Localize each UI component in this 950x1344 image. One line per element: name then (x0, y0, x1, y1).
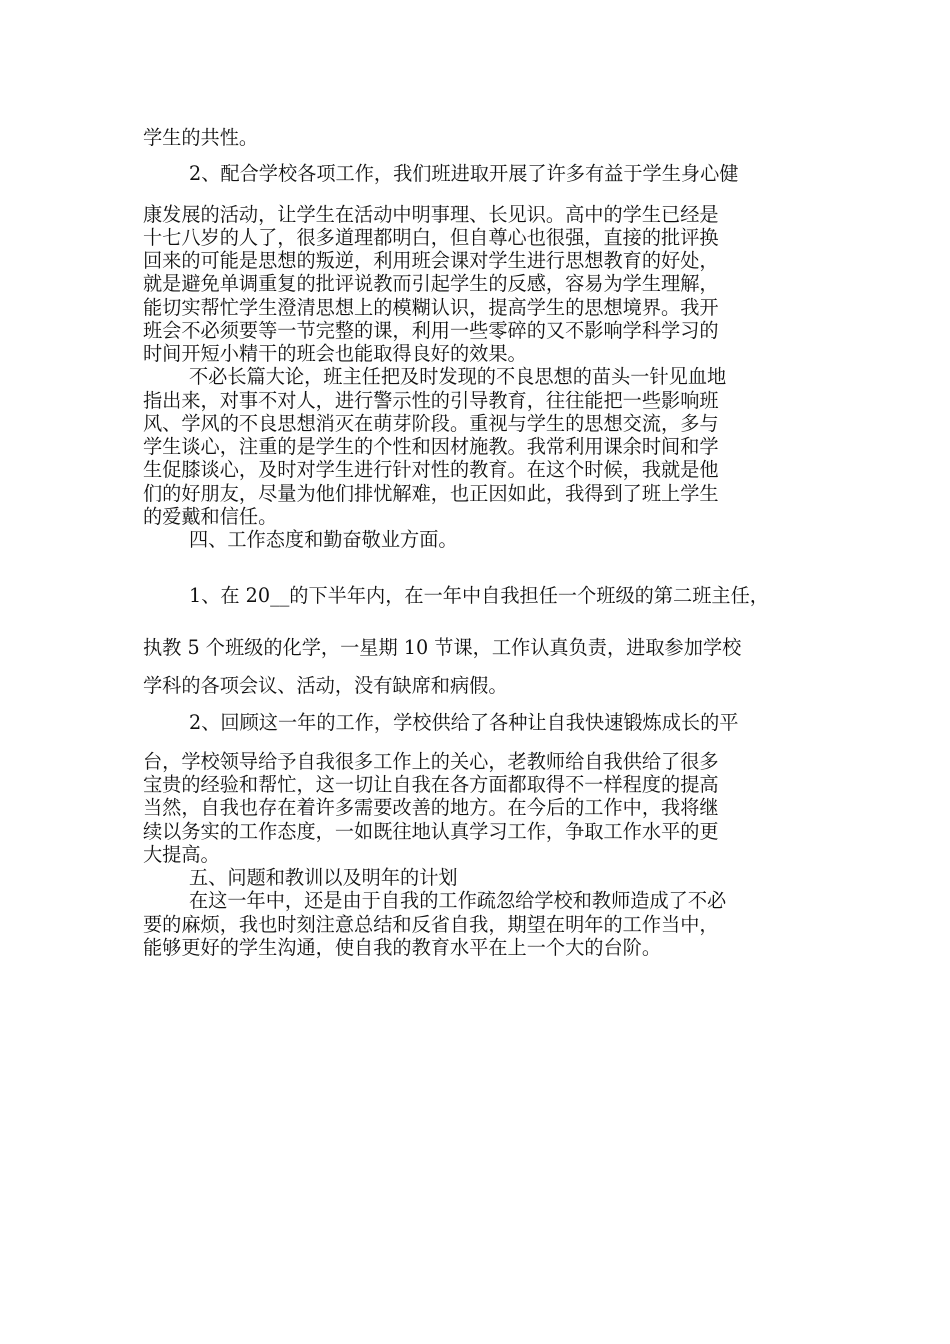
text-line: 续以务实的工作态度，一如既往地认真学习工作，争取工作水平的更 (143, 820, 719, 843)
text-line: 台，学校领导给予自我很多工作上的关心，老教师给自我供给了很多 (143, 750, 719, 773)
text-line: 生促膝谈心，及时对学生进行针对性的教育。在这个时候，我就是他 (143, 458, 719, 481)
text-line: 指出来，对事不对人，进行警示性的引导教育，往往能把一些影响班 (143, 389, 719, 412)
text-line: 1、在 20__的下半年内，在一年中自我担任一个班级的第二班主任， (189, 584, 769, 607)
text-line: 学生谈心，注重的是学生的个性和因材施教。我常利用课余时间和学 (143, 435, 719, 458)
text-line: 2、配合学校各项工作，我们班进取开展了许多有益于学生身心健 (189, 162, 739, 185)
text-line: 大提高。 (143, 843, 220, 866)
text-line: 回来的可能是思想的叛逆，利用班会课对学生进行思想教育的好处， (143, 249, 719, 272)
text-line: 学生的共性。 (143, 126, 259, 149)
text-line: 能够更好的学生沟通，使自我的教育水平在上一个大的台阶。 (143, 936, 662, 959)
text-line: 风、学风的不良思想消灭在萌芽阶段。重视与学生的思想交流，多与 (143, 412, 719, 435)
text-line: 的爱戴和信任。 (143, 505, 278, 528)
section-heading: 五、问题和教训以及明年的计划 (189, 866, 458, 889)
text-line: 时间开短小精干的班会也能取得良好的效果。 (143, 342, 527, 365)
text-line: 十七八岁的人了，很多道理都明白，但自尊心也很强，直接的批评换 (143, 226, 719, 249)
text-line: 班会不必须要等一节完整的课，利用一些零碎的又不影响学科学习的 (143, 319, 719, 342)
text-line: 学科的各项会议、活动，没有缺席和病假。 (143, 674, 508, 697)
text-line: 就是避免单调重复的批评说教而引起学生的反感，容易为学生理解， (143, 272, 719, 295)
text-line: 要的麻烦，我也时刻注意总结和反省自我，期望在明年的工作当中， (143, 913, 719, 936)
text-line: 当然，自我也存在着许多需要改善的地方。在今后的工作中，我将继 (143, 796, 719, 819)
text-line: 执教 5 个班级的化学，一星期 10 节课，工作认真负责，进取参加学校 (143, 636, 742, 659)
text-line: 们的好朋友，尽量为他们排忧解难，也正因如此，我得到了班上学生 (143, 482, 719, 505)
text-line: 宝贵的经验和帮忙，这一切让自我在各方面都取得不一样程度的提高 (143, 773, 719, 796)
text-line: 不必长篇大论，班主任把及时发现的不良思想的苗头一针见血地 (189, 365, 727, 388)
text-line: 康发展的活动，让学生在活动中明事理、长见识。高中的学生已经是 (143, 203, 719, 226)
section-heading: 四、工作态度和勤奋敬业方面。 (189, 528, 458, 551)
text-line: 在这一年中，还是由于自我的工作疏忽给学校和教师造成了不必 (189, 889, 727, 912)
text-line: 2、回顾这一年的工作，学校供给了各种让自我快速锻炼成长的平 (189, 711, 739, 734)
text-line: 能切实帮忙学生澄清思想上的模糊认识，提高学生的思想境界。我开 (143, 296, 719, 319)
